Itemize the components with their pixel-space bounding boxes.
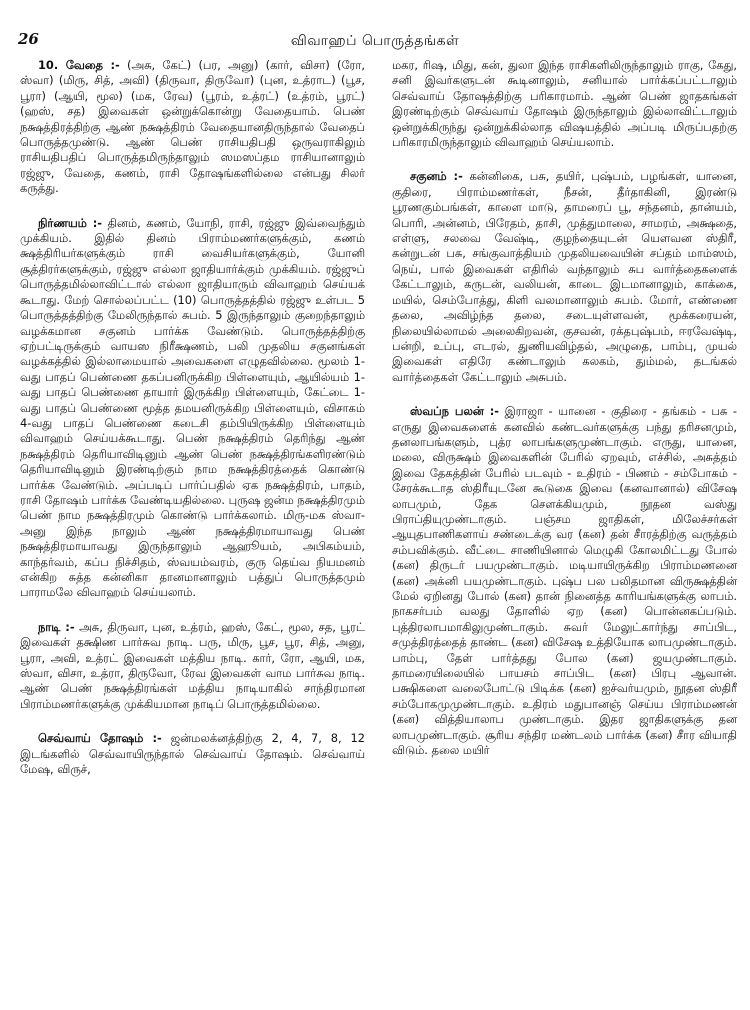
running-header: விவாஹப் பொருத்தங்கள் bbox=[290, 33, 460, 49]
section-heading: ஸ்வப்ந பலன் :- bbox=[410, 404, 500, 419]
section-heading: நிர்ணயம் :- bbox=[38, 215, 102, 230]
paragraph-continuation bbox=[392, 58, 737, 150]
paragraph-text: இராஜா - யானை - குதிரை - தங்கம் - பசு - எருது இவைகளைக் கனவில் கண்டவர்களுக்கு பந்து தரிசனமும், தனலாபங்களும், புத்ர லாபங்களுமுண்டாகும். எருது, யானை, மலை, விருக்ஷம் இவைகளின் பேரில் ஏறவும், எச்சில், அசுத்தம் இவை தேகத்தின் பேரில் படவும் - உதிரம் - பிணம் - சம்போகம் - சேரக்கூடாத ஸ்திரீயுடனே கூடுகை இவை (கனவானால்) விசேஷ லாபமும், தேக சௌக்கியமும், நூதன வஸ்து பிராப்தியுமுண்டாகும். பஞ்சம ஜாதிகள், மிலேச்சர்கள் ஆயுதபாணிகளாய் சண்டைக்கு வர (கன) தன் சாீரத்திற்கு வருத்தம் சம்பவிக்கும். வீட்டை சாணியினால் மெழுகி கோலமிட்டது போல் (கன) திருடர் பயமுண்டாகும். மடியாயிருக்கிற பிராம்மணனை (கன) அக்னி பயமுண்டாகும். புஷ்ப பல பலிதமான விருக்ஷத்தின் மேல் ஏறினது போல் (கன) தான் நினைத்த காரியங்களுக்கு லாபம். நாகசர்பம் வலது தோளில் ஏற (கன) பொன்னகப்படும். புத்திரலாபமாகிலுமுண்டாகும். சுவர் மேலுட்கார்ந்து சாப்பிட, சமுத்திரத்தைத் தாண்ட (கன) விசேஷ உத்தியோக லாபமுண்டாகும். பாம்பு, தேள் பார்த்தது போல (கன) ஜயமுண்டாகும். தாமரையிலையில் பாயசம் சாப்பிட (கன) பிரபு ஆவான். பக்ஷிகளை வலைபோட்டு பிடிக்க (கன) ஐச்வர்யமும், நூதன ஸ்திரீ சம்போகமுமுண்டாகும். உதிரம் மதுபானஞ் செய்ய பிராம்மணன் (கன) வித்தியாலாப முண்டாகும். இதர ஜாதிகளுக்கு தன லாபமுண்டாகும். சூரிய சந்திர மண்டலம் பார்க்க (கன) சாீர வியாதி விடும். தலை மயிர் bbox=[392, 404, 737, 758]
paragraph-vedhai bbox=[20, 58, 365, 197]
paragraph-sagunam bbox=[392, 169, 737, 385]
right-column bbox=[392, 58, 737, 777]
paragraph-text: அசு, திருவா, புன, உத்ரம், ஹஸ், கேட், மூல, சத, பூரட் இவைகள் தக்ஷிண பார்சுவ நாடி. பரு, மிரு, பூச, பூர, சித், அனு, பூரா, அவி, உத்ரட் இவைகள் மத்திய நாடி. கார், ரோ, ஆயி, மக, ஸ்வா, விசா, உத்ரா, திருவோ, ரேவ இவைகள் வாம பார்சுவ நாடி. ஆண் பெண் நக்ஷத்திரங்கள் மத்திய நாடியாகில் சாந்திரமான பிராம்மணர்களுக்கு முக்கியமான நாடிப் பொருத்தமில்லை. bbox=[20, 619, 365, 711]
paragraph-swapna-palan bbox=[392, 404, 737, 758]
paragraph-text: ஜன்மலக்னத்திற்கு 2, 4, 7, 8, 12 இடங்களில் செவ்வாயிருந்தால் செவ்வாய் தோஷம். செவ்வாய் மேஷ, விருச், bbox=[20, 731, 366, 777]
section-heading: செவ்வாய் தோஷம் :- bbox=[38, 731, 162, 746]
paragraph-text: கன்னிகை, பசு, தயிர், புஷ்பம், பழங்கள், யானை, குதிரை, பிராம்மணர்கள், நீசன், தீர்தாகினி, இரண்டு பூரணகும்பங்கள், காளை மாடு, தாமரைப் பூ, சந்தனம், தான்யம், பொரி, அன்னம், பிரேதம், தாசி, முத்துமாலை, சாமரம், அக்ஷதை, எள்ளு, சலவை வேஷ்டி, குழந்தையுடன் யௌவன ஸ்திரீ, கன்றுடன் பசு, சங்குவாத்தியம் முதலியவையின் சப்தம் மாம்ஸம், நெய், பால் இவைகள் எதிரில் வந்தாலும் சுப வார்த்தைகளைக் கேட்டாலும், கருடன், வலியன், காடை இடமானாலும், காக்கை, மயில், செம்போத்து, கிளி வலமானாலும் சுபம். மோர், எண்ணை தலை, அவிழ்ந்த தலை, சடையுள்ளவன், மூக்கரையன், நிலையில்லாமல் அலைகிறவன், குசவன், ரக்தபுஷ்பம், ஈரவேஷ்டி, பன்றி, உப்பு, எடரல், துணியவிழ்தல், அழுதை, பாம்பு, முயல் இவைகள் எதிரே கண்டாலும் கலகம், தும்மல், தடங்கல் வார்த்தைகள் கேட்டாலும் அசுபம். bbox=[392, 169, 737, 384]
section-heading: நாடி :- bbox=[38, 619, 75, 634]
paragraph-sevvai-dosham bbox=[20, 731, 365, 777]
section-heading: சகுனம் :- bbox=[410, 169, 463, 184]
paragraph-nirnayam bbox=[20, 216, 365, 601]
paragraph-text: மகர, ரிஷ, மிது, கன், துலா இந்த ராசிகளிலிருந்தாலும் ராகு, கேது, சனி இவர்களுடன் கூடினாலும், சனியால் பார்க்கப்பட்டாலும் செவ்வாய் தோஷத்திற்கு பரிகாரமாம். ஆண் பெண் ஜாதகங்கள் இரண்டிற்கும் செவ்வாய் தோஷம் இருந்தாலும் இல்லாவிட்டாலும் ஒன்றுக்கிருந்து ஒன்றுக்கில்லாத விஷயத்தில் அப்படி மிருப்பதற்கு பரிகாரமிருந்தாலும் விவாஹம் செய்யலாம். bbox=[392, 58, 737, 150]
page-number: 26 bbox=[18, 30, 39, 48]
paragraph-nadi bbox=[20, 620, 365, 712]
paragraph-text: (அசு, கேட்) (பர, அனு) (கார், விசா) (ரோ, ஸ்வா) (மிரு, சித், அவி) (திருவா, திருவோ) (புன, உத்ராட) (பூச, பூரா) (ஆயி, மூல) (மக, ரேவ) (பூரம், உத்ரட்) (உத்ரம், பூரட்) (ஹஸ், சத) இவைகள் ஒன்றுக்கொன்று வேதையாம். பெண் நக்ஷத்திரத்திற்கு ஆண் நக்ஷத்திரம் வேதையானதிருந்தால் வேதைப் பொருத்தமுண்டு. ஆண் பெண் ராசியதிபதி ஒருவராகிலும் ராசியதிபதிப் பொருத்தமிருந்தாலும் ஸமஸப்தம ராசியானாலும் ரஜ்ஜு, வேதை, கணம், ராசி தோஷங்களில்லை என்பது சிலர் கருத்து. bbox=[20, 58, 365, 196]
section-heading: 10. வேதை :- bbox=[38, 58, 120, 72]
left-column bbox=[20, 58, 365, 796]
paragraph-text: தினம், கணம், யோநி, ராசி, ரஜ்ஜு இவ்வைந்தும் முக்கியம். இதில் தினம் பிராம்மணர்களுக்கும், கணம் க்ஷத்திரியர்களுக்கும் ராசி வைசியர்களுக்கும், யோனி சூத்திரர்களுக்கும், ரஜ்ஜு எல்லா ஜாதியார்க்கும் முக்கியம். ரஜ்ஜுப் பொருத்தமில்லாவிட்டால் எல்லா ஜாதியாரும் விவாஹம் செய்யக் கூடாது. மேற் சொல்லப்பட்ட (10) பொருத்தத்தில் ரஜ்ஜு உள்பட 5 பொருத்தத்திற்கு மேலிருந்தால் சுபம். 5 இருந்தாலும் குறைந்தாலும் வழக்கமான சகுனம் பார்க்க வேண்டும். பொருத்தத்திற்கு ஏற்பட்டிருக்கும் வாயஸ நிரீக்ஷணம், பலி முதலிய சகுனங்கள் வழக்கத்தில் இல்லாமையால் அவைகளை எழுதவில்லை. மூலம் 1-வது பாதப் பெண்ணை தகப்பனிருக்கிற பிள்ளையும், ஆயில்யம் 1-வது பாதப் பெண்ணை தாயார் இருக்கிற பிள்ளையும், கேட்டை 1-வது பாதப் பெண்ணை மூத்த தமயனிருக்கிற பிள்ளையும், விசாகம் 4-வது பாதப் பெண்ணை கடைசி தம்பியிருக்கிற பிள்ளையும் விவாஹம் செய்யக்கூடாது. பெண் நக்ஷத்திரம் தெரிந்து ஆண் நக்ஷத்திரம் தெரியாவிடினும் ஆண் பெண் நக்ஷத்திரங்களிரண்டும் தெரியாவிடினும் இரண்டிற்கும் நாம நக்ஷத்திரத்தைக் கொண்டு பார்க்க வேண்டும். அப்படிப் பார்ப்பதில் ஏக நக்ஷத்திரம், பாதம், ராசி தோஷம் பார்க்க வேண்டியதில்லை. புருஷ ஜன்ம நக்ஷத்திரமும் பெண் நாம நக்ஷத்திரமும் கொண்டு பார்க்கலாம். மிரு-மக ஸ்வா-அனு இந்த நாலும் ஆண் நக்ஷத்திரமாயாவது பெண் நக்ஷத்திரமாயாவது இருந்தாலும் ஆஹூயம், அபிகம்யம், காந்தர்வம், கப்ப நிச்சிதம், ஸ்வயம்வரம், குரு தெய்வ நியமனம் என்கிற சுத்த கன்னிகா தானமானாலும் பத்துப் பொருத்தமும் பாராமலே விவாஹம் செய்யலாம். bbox=[20, 215, 365, 600]
